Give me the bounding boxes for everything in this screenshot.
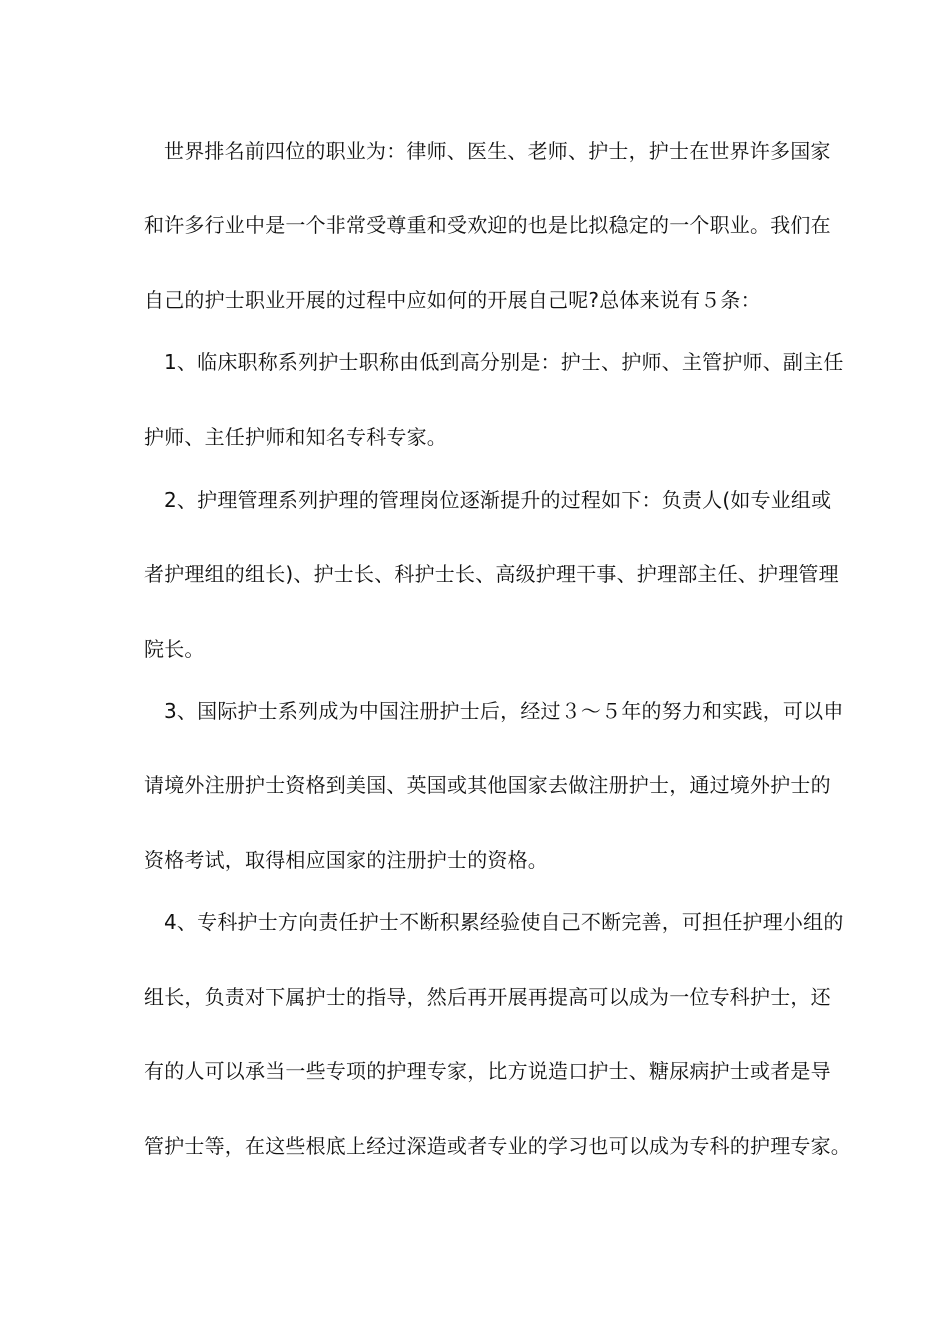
list-item-3-line: 3、国际护士系列成为中国注册护士后，经过３～５年的努力和实践，可以申 [164,699,844,723]
list-item-3-line: 请境外注册护士资格到美国、英国或其他国家去做注册护士，通过境外护士的 [144,773,831,797]
list-item-3-line: 资格考试，取得相应国家的注册护士的资格。 [144,848,548,872]
list-item-4-line: 有的人可以承当一些专项的护理专家，比方说造口护士、糖尿病护士或者是导 [144,1059,831,1083]
list-item-4-line: 管护士等，在这些根底上经过深造或者专业的学习也可以成为专科的护理专家。 [144,1134,851,1158]
list-item-1-line: 1、临床职称系列护士职称由低到高分别是：护士、护师、主管护师、副主任 [164,350,844,374]
list-item-2-line: 2、护理管理系列护理的管理岗位逐渐提升的过程如下：负责人(如专业组或 [164,488,832,512]
list-item-4-line: 组长，负责对下属护士的指导，然后再开展再提高可以成为一位专科护士，还 [144,985,831,1009]
list-item-2-line: 者护理组的组长)、护士长、科护士长、高级护理干事、护理部主任、护理管理 [144,562,839,586]
text-line: 世界排名前四位的职业为：律师、医生、老师、护士，护士在世界许多国家 [164,139,831,163]
list-item-4-line: 4、专科护士方向责任护士不断积累经验使自己不断完善，可担任护理小组的 [164,910,844,934]
text-line: 和许多行业中是一个非常受尊重和受欢迎的也是比拟稳定的一个职业。我们在 [144,213,831,237]
list-item-2-line: 院长。 [144,637,205,661]
text-line: 自己的护士职业开展的过程中应如何的开展自己呢?总体来说有５条： [144,288,761,312]
list-item-1-line: 护师、主任护师和知名专科专家。 [144,425,447,449]
